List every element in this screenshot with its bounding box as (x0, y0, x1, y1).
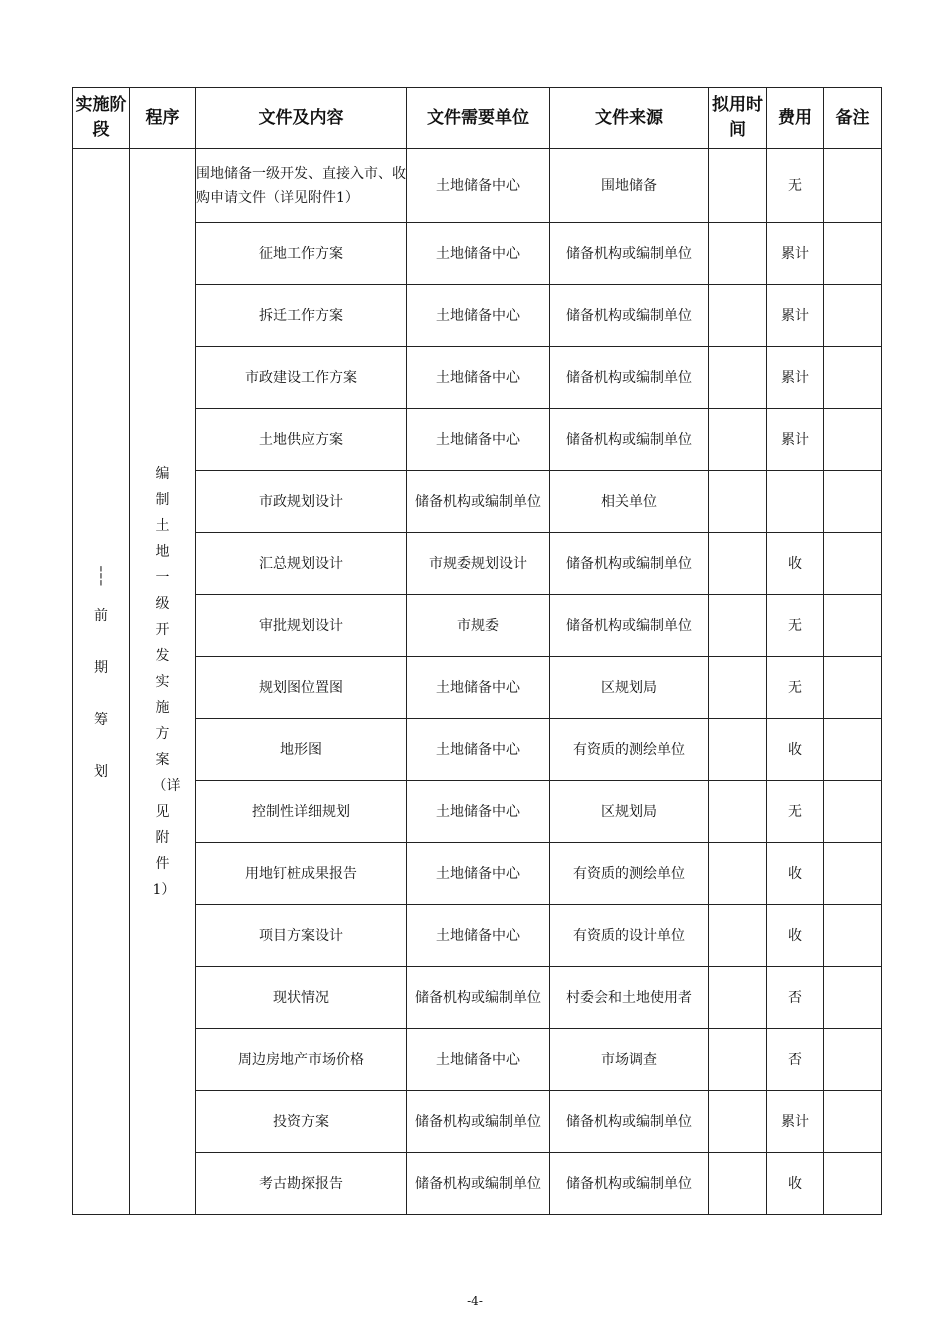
file-cell: 汇总规划设计 (196, 533, 407, 595)
header-note: 备注 (824, 88, 882, 149)
unit-cell: 土地储备中心 (407, 409, 550, 471)
table-row (73, 149, 882, 223)
fee-cell: 累计 (767, 1091, 824, 1153)
stage-label: 前期筹划 (94, 607, 108, 780)
unit-cell: 储备机构或编制单位 (407, 1091, 550, 1153)
time-cell (709, 533, 767, 595)
unit-cell: 市规委规划设计 (407, 533, 550, 595)
unit-cell: 储备机构或编制单位 (407, 967, 550, 1029)
time-cell (709, 471, 767, 533)
file-cell: 市政规划设计 (196, 471, 407, 533)
time-cell (709, 285, 767, 347)
unit-cell: 土地储备中心 (407, 223, 550, 285)
time-cell (709, 409, 767, 471)
fee-cell (767, 471, 824, 533)
fee-cell: 收 (767, 1153, 824, 1215)
file-cell: 现状情况 (196, 967, 407, 1029)
note-cell (824, 967, 882, 1029)
fee-cell: 收 (767, 843, 824, 905)
time-cell (709, 905, 767, 967)
source-cell: 有资质的设计单位 (550, 905, 709, 967)
file-cell: 规划图位置图 (196, 657, 407, 719)
header-time: 拟用时间 (709, 88, 767, 149)
source-cell: 有资质的测绘单位 (550, 719, 709, 781)
time-cell (709, 1091, 767, 1153)
file-cell: 控制性详细规划 (196, 781, 407, 843)
source-cell: 村委会和土地使用者 (550, 967, 709, 1029)
fee-cell: 累计 (767, 223, 824, 285)
note-cell (824, 285, 882, 347)
header-procedure: 程序 (130, 88, 196, 149)
file-cell: 审批规划设计 (196, 595, 407, 657)
time-cell (709, 781, 767, 843)
source-cell: 市场调查 (550, 1029, 709, 1091)
procedure-label: 编制土地一级开发实施方案（详见附件1） (152, 465, 181, 898)
note-cell (824, 1091, 882, 1153)
source-cell: 相关单位 (550, 471, 709, 533)
fee-cell: 无 (767, 595, 824, 657)
note-cell (824, 347, 882, 409)
unit-cell: 土地储备中心 (407, 1029, 550, 1091)
note-cell (824, 905, 882, 967)
unit-cell: 土地储备中心 (407, 905, 550, 967)
fee-cell: 否 (767, 1029, 824, 1091)
header-stage: 实施阶段 (73, 88, 130, 149)
note-cell (824, 533, 882, 595)
source-cell: 区规划局 (550, 657, 709, 719)
note-cell (824, 843, 882, 905)
unit-cell: 土地储备中心 (407, 843, 550, 905)
source-cell: 储备机构或编制单位 (550, 1153, 709, 1215)
unit-cell: 土地储备中心 (407, 285, 550, 347)
fee-cell: 无 (767, 149, 824, 223)
file-cell: 投资方案 (196, 1091, 407, 1153)
header-source: 文件来源 (550, 88, 709, 149)
file-cell: 土地供应方案 (196, 409, 407, 471)
fee-cell: 累计 (767, 285, 824, 347)
fee-cell: 无 (767, 781, 824, 843)
source-cell: 有资质的测绘单位 (550, 843, 709, 905)
note-cell (824, 149, 882, 223)
note-cell (824, 1153, 882, 1215)
fee-cell: 收 (767, 719, 824, 781)
unit-cell: 储备机构或编制单位 (407, 1153, 550, 1215)
page-number: -4- (467, 1294, 483, 1308)
file-cell: 用地钉桩成果报告 (196, 843, 407, 905)
file-cell: 拆迁工作方案 (196, 285, 407, 347)
time-cell (709, 149, 767, 223)
note-cell (824, 781, 882, 843)
file-cell: 征地工作方案 (196, 223, 407, 285)
note-cell (824, 1029, 882, 1091)
file-cell: 考古勘探报告 (196, 1153, 407, 1215)
source-cell: 储备机构或编制单位 (550, 223, 709, 285)
unit-cell: 土地储备中心 (407, 657, 550, 719)
unit-cell: 土地储备中心 (407, 719, 550, 781)
procedure-cell (130, 149, 196, 1215)
header-row (73, 88, 882, 149)
file-cell: 围地储备一级开发、直接入市、收购申请文件（详见附件1） (196, 149, 407, 223)
fee-cell: 累计 (767, 347, 824, 409)
source-cell: 区规划局 (550, 781, 709, 843)
source-cell: 储备机构或编制单位 (550, 285, 709, 347)
time-cell (709, 967, 767, 1029)
source-cell: 储备机构或编制单位 (550, 347, 709, 409)
time-cell (709, 347, 767, 409)
source-cell: 储备机构或编制单位 (550, 533, 709, 595)
fee-cell: 累计 (767, 409, 824, 471)
file-cell: 地形图 (196, 719, 407, 781)
time-cell (709, 719, 767, 781)
fee-cell: 否 (767, 967, 824, 1029)
note-cell (824, 719, 882, 781)
time-cell (709, 595, 767, 657)
unit-cell: 土地储备中心 (407, 347, 550, 409)
fee-cell: 无 (767, 657, 824, 719)
unit-cell: 土地储备中心 (407, 149, 550, 223)
time-cell (709, 223, 767, 285)
file-cell: 项目方案设计 (196, 905, 407, 967)
time-cell (709, 1029, 767, 1091)
stage-cell (73, 149, 130, 1215)
note-cell (824, 595, 882, 657)
header-unit: 文件需要单位 (407, 88, 550, 149)
header-fee: 费用 (767, 88, 824, 149)
table-body (73, 149, 882, 1215)
file-cell: 市政建设工作方案 (196, 347, 407, 409)
unit-cell: 土地储备中心 (407, 781, 550, 843)
source-cell: 储备机构或编制单位 (550, 595, 709, 657)
document-table (72, 87, 882, 1215)
note-cell (824, 657, 882, 719)
time-cell (709, 657, 767, 719)
header-file: 文件及内容 (196, 88, 407, 149)
source-cell: 储备机构或编制单位 (550, 1091, 709, 1153)
note-cell (824, 409, 882, 471)
note-cell (824, 471, 882, 533)
time-cell (709, 843, 767, 905)
note-cell (824, 223, 882, 285)
unit-cell: 市规委 (407, 595, 550, 657)
fee-cell: 收 (767, 905, 824, 967)
unit-cell: 储备机构或编制单位 (407, 471, 550, 533)
source-cell: 储备机构或编制单位 (550, 409, 709, 471)
stage-marks: ┆ (95, 565, 107, 587)
file-cell: 周边房地产市场价格 (196, 1029, 407, 1091)
source-cell: 围地储备 (550, 149, 709, 223)
time-cell (709, 1153, 767, 1215)
fee-cell: 收 (767, 533, 824, 595)
